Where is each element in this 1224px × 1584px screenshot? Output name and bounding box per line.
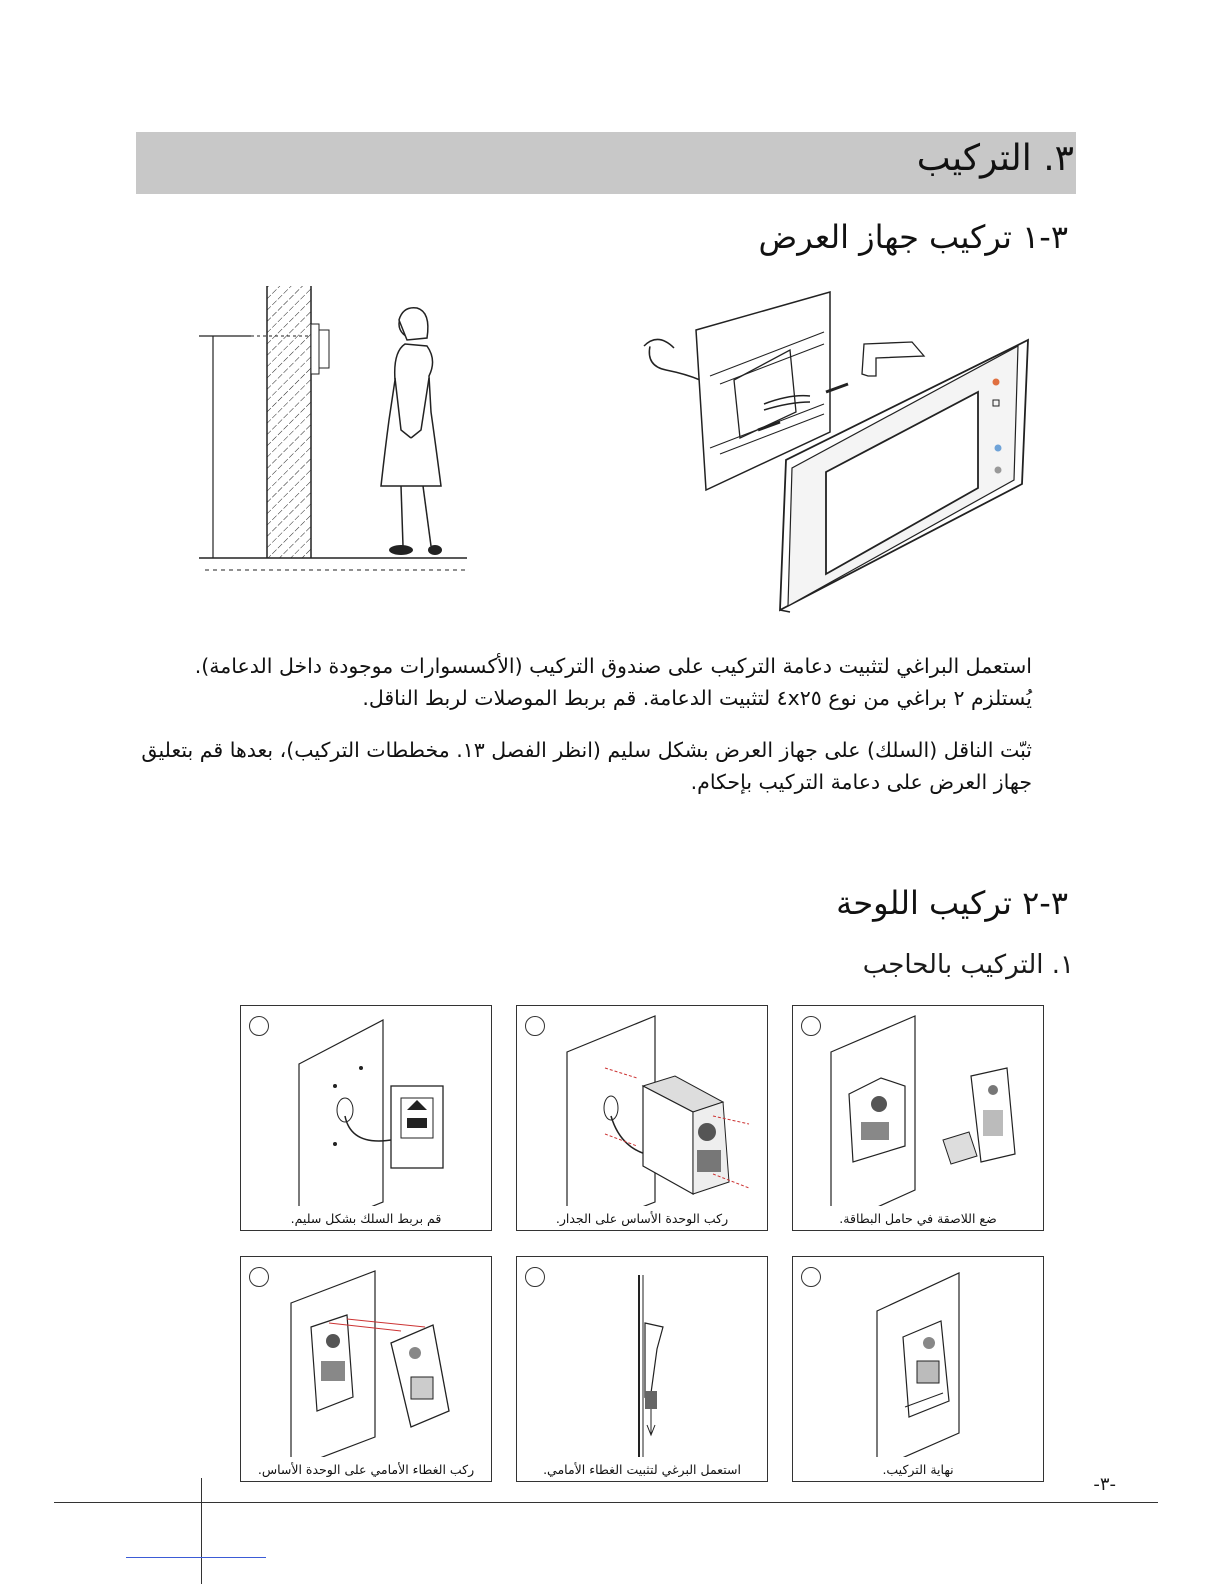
panel-step-attach-cover	[240, 1256, 492, 1482]
panel-caption: استعمل البرغي لتثبيت الغطاء الأمامي.	[543, 1462, 741, 1477]
panel-caption: قم بربط السلك بشكل سليم.	[290, 1211, 442, 1226]
display-paragraph-1: استعمل البراغي لتثبيت دعامة التركيب على صندوق التركيب (الأكسسوارات موجودة داخل الدعامة). يُستلزم ٢ براغي من نوع ٤x٢٥ لتثبيت الدعامة. قم بربط الموصلات لربط الناقل.	[194, 654, 1032, 710]
panel-caption: ضع اللاصقة في حامل البطاقة.	[839, 1211, 997, 1226]
panel-caption: ركب الوحدة الأساس على الجدار.	[555, 1211, 729, 1226]
panel-step-insert-label	[792, 1005, 1044, 1231]
section-title: ٣. التركيب	[916, 138, 1074, 179]
monitor-bracket-illustration	[640, 284, 1040, 624]
panel-step-mount-base	[516, 1005, 768, 1231]
footer-vertical-line	[201, 1478, 202, 1584]
panel-install-step: ١. التركيب بالحاجب	[862, 950, 1074, 980]
panel-step-fix-screw	[516, 1256, 768, 1482]
panel-caption: نهاية التركيب.	[882, 1462, 954, 1477]
display-install-title: ٣-١ تركيب جهاز العرض	[758, 218, 1068, 256]
panel-caption: ركب الغطاء الأمامي على الوحدة الأساس.	[257, 1462, 475, 1477]
panel-install-title: ٣-٢ تركيب اللوحة	[836, 884, 1068, 922]
wall-height-illustration	[195, 280, 485, 590]
footer-divider	[54, 1502, 1158, 1503]
footer-blue-line	[126, 1557, 266, 1558]
page-number: -٣-	[1093, 1474, 1116, 1495]
panel-step-finished	[792, 1256, 1044, 1482]
panel-step-connect-cable	[240, 1005, 492, 1231]
display-paragraph-2: ثبّت الناقل (السلك) على جهاز العرض بشكل سليم (انظر الفصل ١٣. مخططات التركيب)، بعدها قم بتعليق جهاز العرض على دعامة التركيب بإحكام.	[141, 738, 1032, 794]
